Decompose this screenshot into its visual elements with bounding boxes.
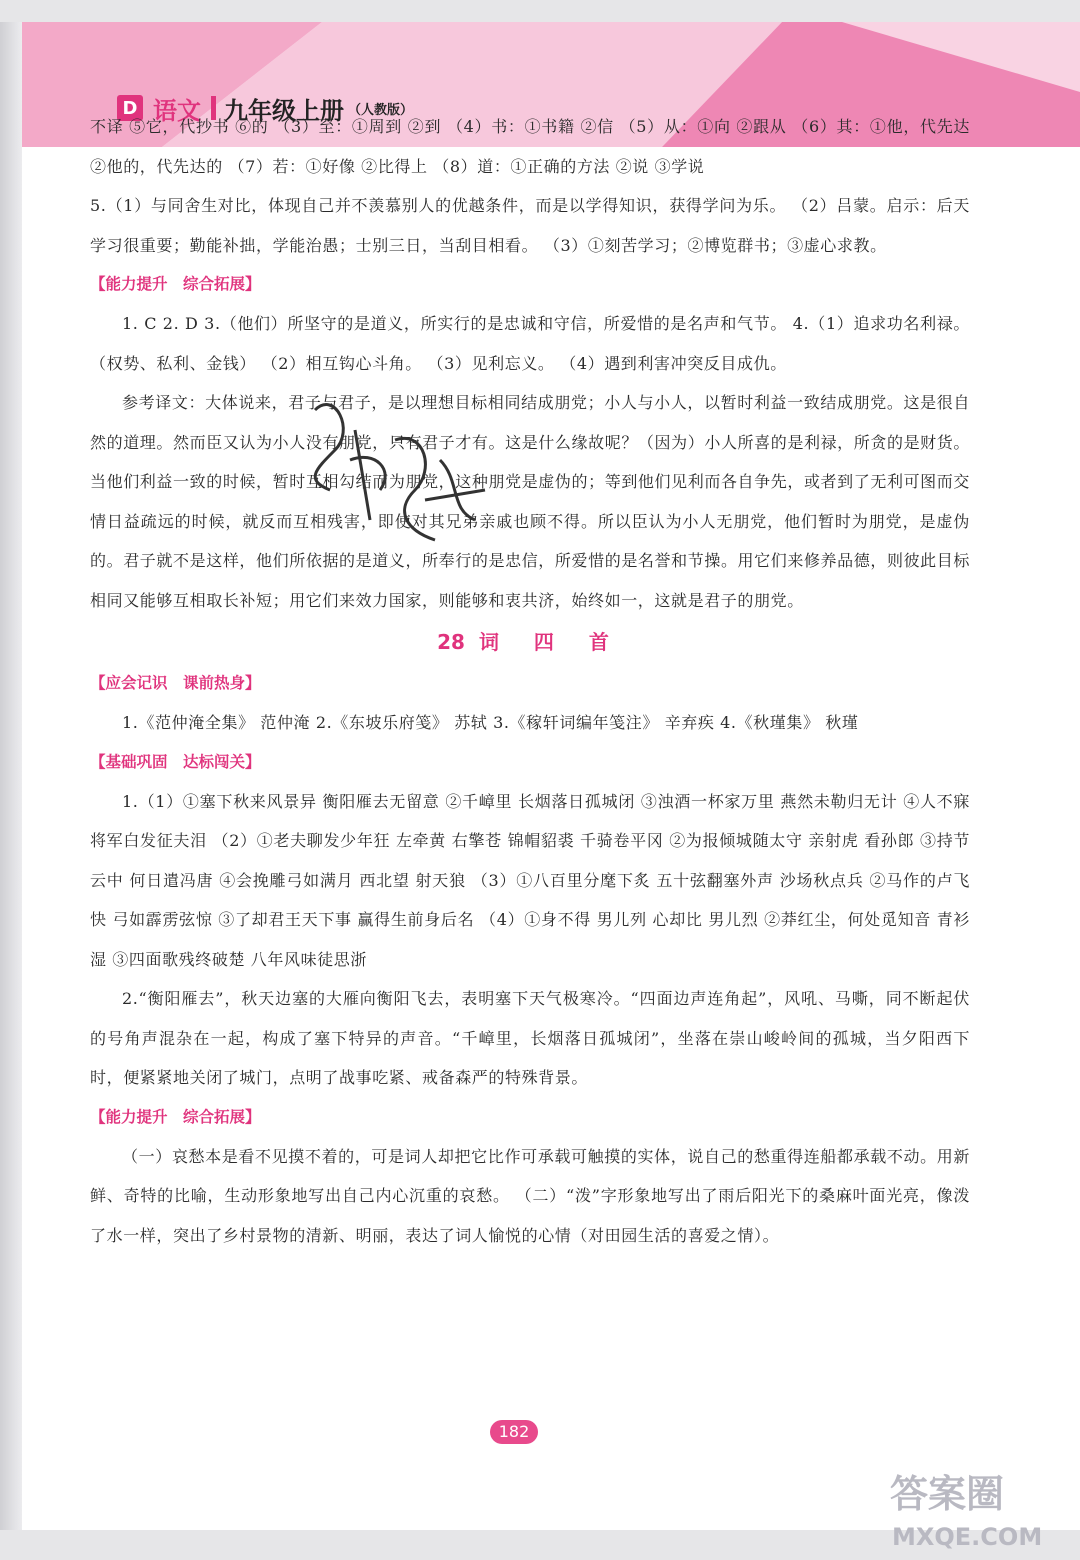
chapter-number: 28 [437,630,465,654]
section-heading: 【能力提升 综合拓展】 [90,1107,261,1126]
answer-paragraph: 不译 ⑤它，代抄书 ⑥的 （3）至：①周到 ②到 （4）书：①书籍 ②信 （5）从：①向 ②跟从 （6）其：①他，代先达 ②他的，代先达的 （7）若：①好像 ②比得上 （8）道：①正确的方法 ②说 ③学说 [90,117,970,176]
level-badge: D [117,95,143,121]
section-heading: 【基础巩固 达标闯关】 [90,752,261,771]
answer-paragraph: 1.（1）①塞下秋来风景异 衡阳雁去无留意 ②千嶂里 长烟落日孤城闭 ③浊酒一杯家万里 燕然未勒归无计 ④人不寐 将军白发征夫泪 （2）①老夫聊发少年狂 左牵黄 右擎苍 锦帽貂裘 千骑卷平冈 ②为报倾城随太守 亲射虎 看孙郎 ③持节云中 何日遣冯唐 ④会挽雕弓如满月 西北望 射天狼 （3）①八百里分麾下炙 五十弦翻塞外声 沙场秋点兵 ②马作的卢飞快 弓如霹雳弦惊 ③了却君王天下事 赢得生前身后名 （4）①身不得 男儿列 心却比 男儿烈 ②莽红尘，何处觅知音 青衫湿 ③四面歌残终破楚 八年风味徒思浙 [90,791,970,969]
grade-title: 九年级上册 [224,96,344,125]
translation-paragraph: 参考译文：大体说来，君子与君子，是以理想目标相同结成朋党；小人与小人，以暂时利益一致结成朋党。这是很自然的道理。然而臣又认为小人没有朋党，只有君子才有。这是什么缘故呢？（因为）小人所喜的是利禄，所贪的是财货。当他们利益一致的时候，暂时互相勾结而为朋党，这种朋党是虚伪的；等到他们见利而各自争先，或者到了无利可图而交情日益疏远的时候，就反而互相残害，即使对其兄弟亲戚也顾不得。所以臣认为小人无朋党，他们暂时为朋党，是虚伪的。君子就不是这样，他们所依据的是道义，所奉行的是忠信，所爱惜的是名誉和节操。用它们来修养品德，则彼此目标相同又能够互相取长补短；用它们来效力国家，则能够和衷共济，始终如一，这就是君子的朋党。 [90,393,970,610]
chapter-title [90,620,970,664]
section-heading: 【应会记识 课前热身】 [90,674,261,692]
watermark-logo [870,1465,1070,1555]
answer-paragraph: 1.《范仲淹全集》 范仲淹 2.《东坡乐府笺》 苏轼 3.《稼轩词编年笺注》 辛弃疾 4.《秋瑾集》 秋瑾 [122,713,859,732]
subject-title: 语文 [153,96,201,125]
section-heading: 【能力提升 综合拓展】 [90,275,261,293]
page-number: 182 [490,1420,538,1444]
answer-paragraph: 5.（1）与同舍生对比，体现自己并不羡慕别人的优越条件，而是以学得知识，获得学问为乐。 （2）吕蒙。启示：后天学习很重要；勤能补拙，学能治愚；士别三日，当刮目相看。 （3）①刻苦学习；②博览群书；③虚心求教。 [90,196,970,255]
handwritten-scribble [275,370,515,570]
answer-paragraph: 2.“衡阳雁去”，秋天边塞的大雁向衡阳飞去，表明塞下天气极寒冷。“四面边声连角起”，风吼、马嘶，同不断起伏的号角声混杂在一起，构成了塞下特异的声音。“千嶂里，长烟落日孤城闭”，坐落在崇山峻岭间的孤城，当夕阳西下时，便紧紧地关闭了城门，点明了战事吃紧、戒备森严的特殊背景。 [90,989,970,1087]
watermark-logo-text: 答案圈 [890,1472,1005,1516]
chapter-name: 词 四 首 [478,630,623,654]
watermark-url: MXQE.COM [892,1523,1043,1551]
page-content [90,107,970,1255]
edition-label: （人教版） [348,102,414,118]
answer-paragraph: （一）哀愁本是看不见摸不着的，可是词人却把它比作可承载可触摸的实体，说自己的愁重得连船都承载不动。用新鲜、奇特的比喻，生动形象地写出自己内心沉重的哀愁。 （二）“泼”字形象地写出了雨后阳光下的桑麻叶面光亮，像泼了水一样，突出了乡村景物的清新、明丽，表达了词人愉悦的心情（对田园生活的喜爱之情）。 [90,1146,970,1245]
answer-paragraph: 1. C 2. D 3.（他们）所坚守的是道义，所实行的是忠诚和守信，所爱惜的是名声和气节。 4.（1）追求功名利禄。（权势、私利、金钱） （2）相互钩心斗角。 （3）见利忘义。 （4）遇到利害冲突反目成仇。 [90,314,970,373]
book-spine [0,22,22,1530]
